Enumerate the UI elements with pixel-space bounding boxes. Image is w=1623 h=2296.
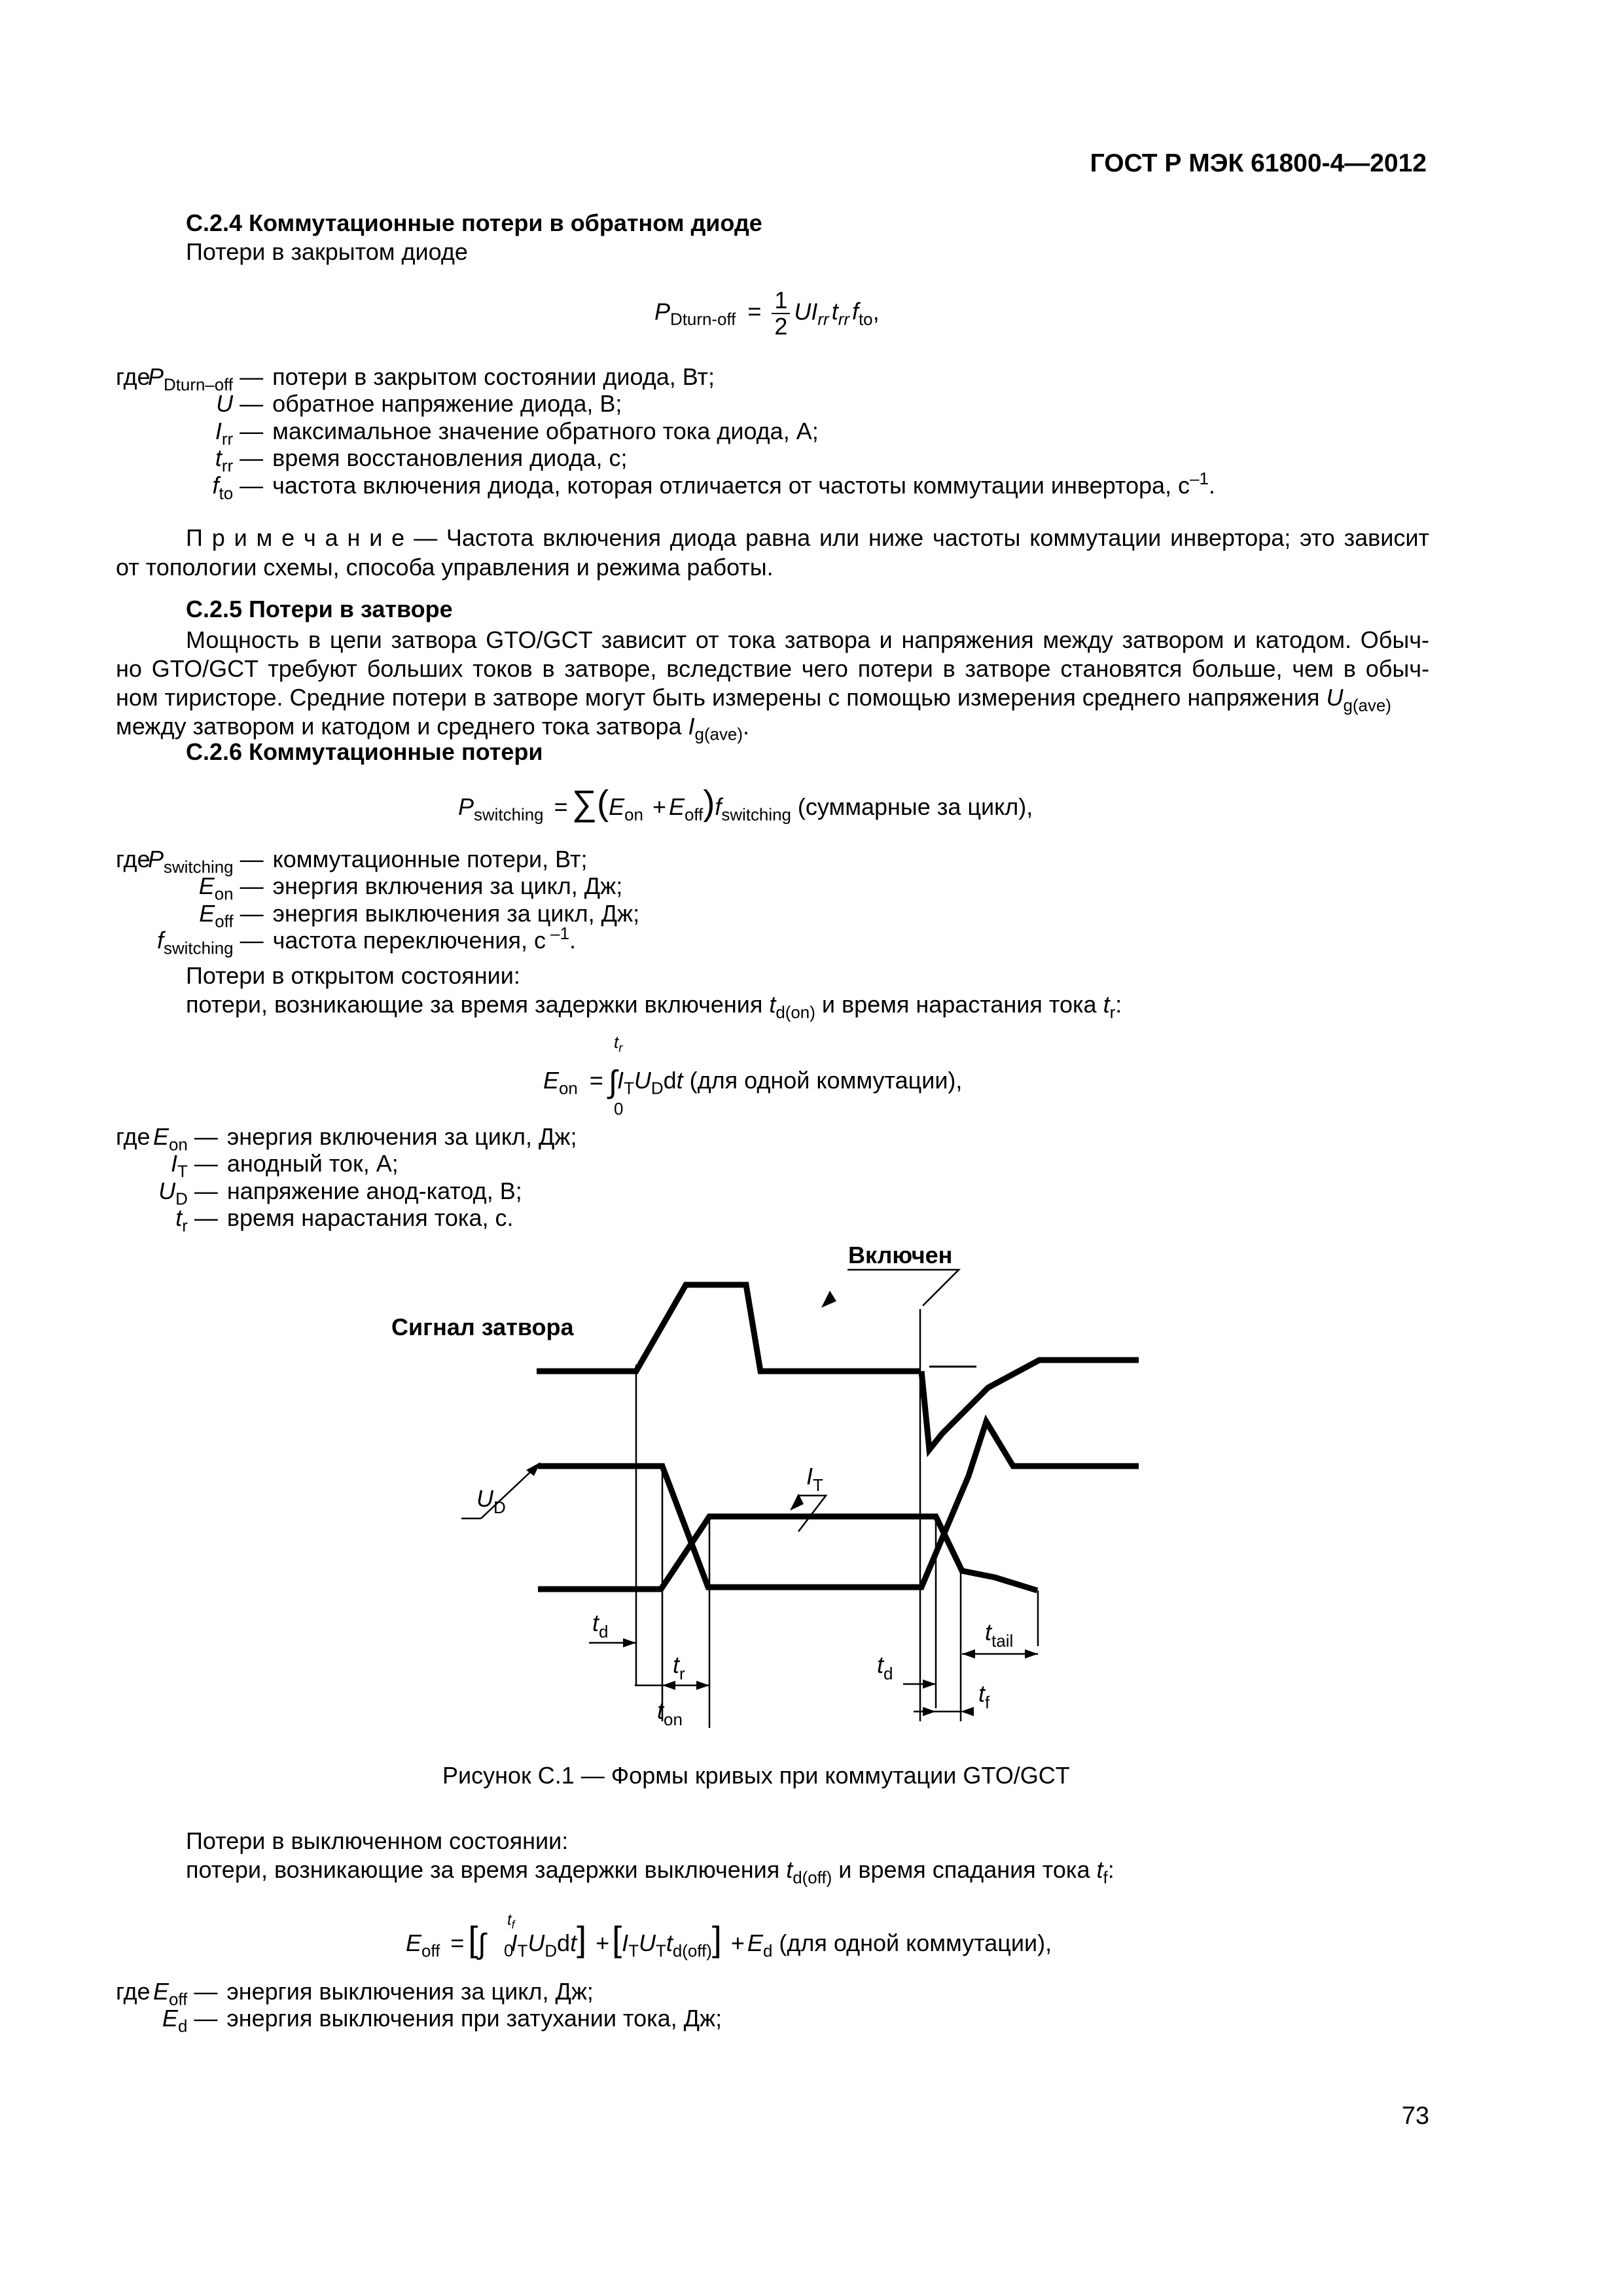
paragraph-gate-line2: но GTO/GCT требуют больших токов в затворе, вследствие чего потери в затворе становятся больше, чем в обыч-	[116, 655, 1429, 682]
paragraph-diode-off: Потери в закрытом диоде	[186, 238, 468, 265]
definition-row: $t_{rr}$ — время восстановления диода, с;	[215, 444, 628, 476]
formula-eon-lower-limit: 0	[614, 1099, 624, 1119]
formula-eoff: $E_{off}$ = [∫ $I_TU_Ddt] +[I_TU_Tt_{d(off)}] + E_d$ (для одной коммутации),	[406, 1920, 1052, 1961]
paragraph-gate-line3: ном тиристоре. Средние потери в затворе могут быть измерены с помощью измерения среднего напряжения $U_{g(ave)}$	[116, 684, 1391, 715]
where-label: где	[116, 846, 151, 872]
arrowhead-td2	[923, 1679, 936, 1689]
where-label: где	[116, 363, 151, 390]
formula-eon: $E_{on} = \int I_TU_Ddt$ (для одной коммутации),	[543, 1065, 963, 1100]
paragraph-off-desc: потери, возникающие за время задержки выключения $t_{d(off)}$ и время спадания тока $t_f$:	[186, 1856, 1115, 1888]
arrowhead-tr-right	[696, 1681, 709, 1690]
paragraph-off-state: Потери в выключенном состоянии:	[186, 1827, 569, 1854]
definitions-c24	[148, 363, 1215, 503]
definition-row: $t_r$ — время нарастания тока, с.	[175, 1204, 514, 1236]
arrowhead-tr-left	[662, 1681, 675, 1690]
formula-pdturnoff: $P_{Dturn-off}$ = $\frac{1}{2}$ $UI_{rr}$ $t_{rr}$ $f_{to}$,	[654, 287, 880, 340]
label-ton: $t_{on}$	[657, 1697, 683, 1729]
label-td1: $t_d$	[592, 1609, 609, 1641]
definition-row: U — обратное напряжение диода, В;	[216, 390, 622, 418]
label-it: $I_T$	[806, 1463, 823, 1495]
arrowhead-on	[821, 1291, 836, 1308]
note-paragraph: П р и м е ч а н и е — Частота включения диода равна или ниже частоты коммутации инвертора; это зависит	[186, 524, 1429, 551]
label-tr: $t_r$	[673, 1651, 685, 1683]
paragraph-on-desc: потери, возникающие за время задержки включения $t_{d(on)}$ и время нарастания тока $t_r$:	[186, 991, 1122, 1022]
paragraph-gate-line4: между затвором и катодом и среднего тока затвора $I_{g(ave)}$.	[116, 713, 749, 744]
definition-row: $E_{off}$ — энергия выключения за цикл, Дж;	[153, 1978, 594, 2009]
where-label: где	[116, 1123, 151, 1150]
page-number: 73	[1401, 2102, 1429, 2130]
formula-eon-upper-limit: $t_r$	[614, 1032, 623, 1054]
formula-eoff-upper-limit: $t_f$	[507, 1911, 515, 1931]
definitions-eoff	[153, 1978, 722, 2036]
where-label: где	[116, 1978, 151, 2005]
ud-waveform	[538, 1422, 1139, 1587]
section-heading-c26: С.2.6 Коммутационные потери	[186, 738, 543, 765]
label-ud: $U_D$	[476, 1485, 506, 1517]
arrowhead-tf-right	[961, 1707, 974, 1716]
figure-caption: Рисунок С.1 — Формы кривых при коммутации GTO/GCT	[442, 1762, 1070, 1789]
label-td2: $t_d$	[877, 1651, 893, 1683]
definition-row: $P_{switching}$ — коммутационные потери, Вт;	[148, 846, 588, 877]
definition-row: $U_D$ — напряжение анод-катод, В;	[158, 1177, 522, 1209]
definition-row: $E_{on}$ — энергия включения за цикл, Дж;	[198, 872, 623, 904]
definition-row: $f_{to}$ — частота включения диода, которая отличается от частоты коммутации инвертора, $с^{-1}$.	[212, 469, 1215, 503]
section-heading-c24: С.2.4 Коммутационные потери в обратном диоде	[186, 209, 762, 236]
definitions-eon	[153, 1123, 577, 1236]
gate-signal-waveform	[537, 1285, 1139, 1450]
label-tf: $t_f$	[978, 1680, 990, 1712]
definition-row: $I_{rr}$ — максимальное значение обратного тока диода, А;	[215, 417, 819, 449]
leader-lines	[461, 1270, 959, 1532]
definition-row: $f_{switching}$ — частота переключения, с $^{-1}$.	[157, 924, 577, 958]
arrowhead-tail-left	[962, 1649, 975, 1659]
label-gate-signal: Сигнал затвора	[391, 1314, 574, 1340]
document-standard-header: ГОСТ Р МЭК 61800-4—2012	[1090, 149, 1427, 177]
definition-row: $E_d$ — энергия выключения при затухании тока, Дж;	[162, 2005, 722, 2036]
definition-row: $E_{on}$ — энергия включения за цикл, Дж;	[153, 1123, 577, 1155]
formula-eoff-lower-limit: 0	[504, 1941, 514, 1960]
formula-pswitching: $P_{switching} = \sum(E_{on} + E_{off})f_{switching}$ (суммарные за цикл),	[458, 783, 1033, 825]
it-waveform	[538, 1516, 1037, 1590]
figure-switching-waveforms	[0, 1230, 1623, 1754]
definitions-c26	[148, 846, 640, 958]
arrowhead-tf-left	[923, 1707, 936, 1716]
paragraph-on-state: Потери в открытом состоянии:	[186, 962, 520, 989]
note-paragraph-cont: от топологии схемы, способа управления и режима работы.	[116, 554, 774, 581]
section-heading-c25: С.2.5 Потери в затворе	[186, 596, 453, 622]
definition-row: $I_T$ — анодный ток, А;	[171, 1150, 399, 1181]
definition-row: $P_{Dturn-off}$ — потери в закрытом состоянии диода, Вт;	[148, 363, 715, 395]
label-ttail: $t_{tail}$	[985, 1619, 1014, 1651]
definition-row: $E_{off}$ — энергия выключения за цикл, Дж;	[199, 899, 640, 931]
arrowhead-tail-right	[1025, 1649, 1038, 1659]
paragraph-gate-line1: Мощность в цепи затвора GTO/GCT зависит от тока затвора и напряжения между затвором и катодом. Обыч-	[186, 626, 1429, 653]
arrowhead-td1	[623, 1638, 636, 1647]
label-on: Включен	[848, 1242, 953, 1268]
